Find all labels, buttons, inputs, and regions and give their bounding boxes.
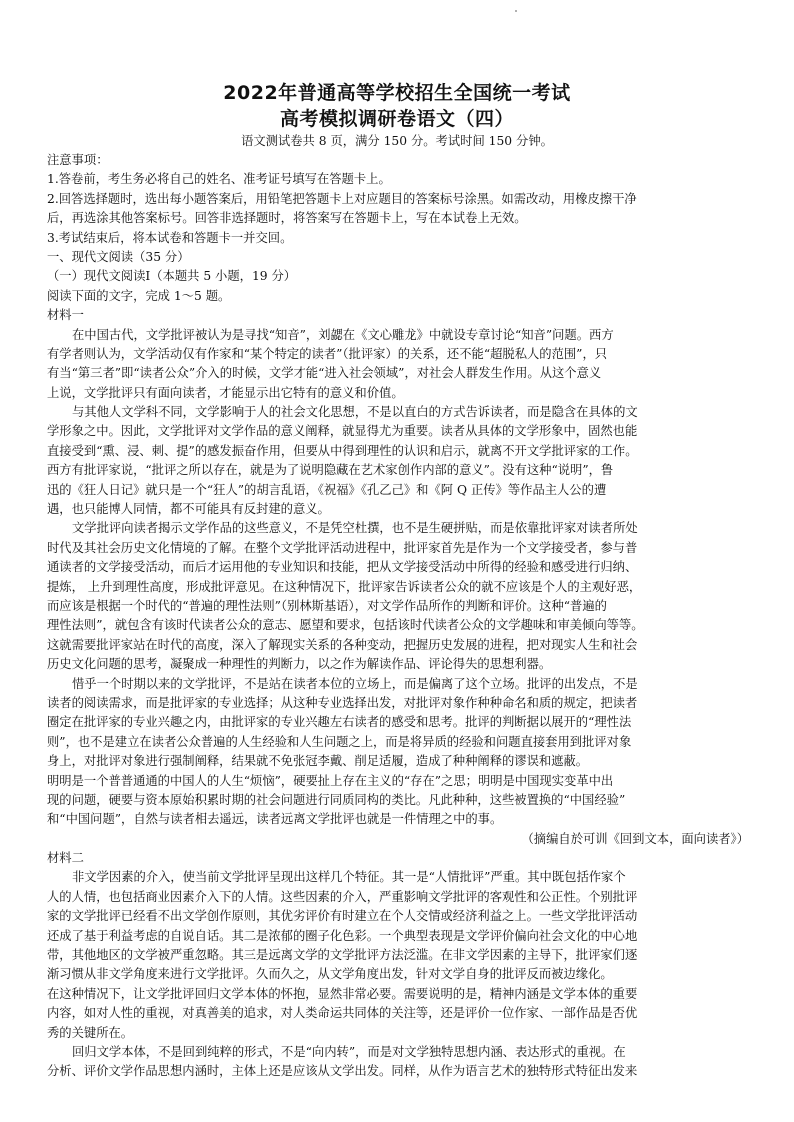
paragraph-line: 与其他人文学科不同，文学影响于人的社会文化思想，不是以直白的方式告诉读者，而是隐含在具体的文 <box>72 405 638 420</box>
paragraph-line: 理性法则”，就包含有该时代读者公众的意志、愿望和要求，包括该时代读者公众的文学趣味和审美倾向等等。 <box>47 618 644 633</box>
paragraph-line: 时代及其社会历史文化情境的了解。在整个文学批评活动进程中，批评家首先是作为一个文学接受者，参与普 <box>47 540 638 555</box>
paragraph-line: 提炼， 上升到理性高度，形成批评意见。在这种情况下，批评家告诉读者公众的就不应该是个人的主观好恶， <box>47 579 642 594</box>
exam-info: 语文测试卷共 8 页，满分 150 分。考试时间 150 分钟。 <box>241 134 553 148</box>
notice-list <box>47 170 759 248</box>
paragraph-line: 学形象之中。因此，文学批评对文学作品的意义阐释，就显得尤为重要。读者从具体的文学形象中，固然也能 <box>47 424 638 439</box>
material2-text <box>47 868 759 1081</box>
paragraph-line: 秀的关键所在。 <box>47 1025 134 1040</box>
paragraph-line: 内容，如对人性的重视，对真善美的追求，对人类命运共同体的关注等，还是评价一位作家、一部作品是否优 <box>47 1006 638 1021</box>
paragraph-line: 回归文学本体，不是回到纯粹的形式，不是“向内转”，而是对文学独特思想内涵、表达形式的重视。在 <box>72 1044 626 1059</box>
paragraph-line: 而应该是根据一个时代的“普遍的理性法则”（别林斯基语），对文学作品所作的判断和评价。这种“普遍的 <box>47 598 607 613</box>
material1-text <box>47 326 759 830</box>
paragraph-line: 惜乎一个时期以来的文学批评，不是站在读者本位的立场上，而是偏离了这个立场。批评的出发点，不是 <box>72 676 638 691</box>
paragraph-line: 渐习惯从非文学角度来进行文学批评。久而久之，从文学角度出发，针对文学自身的批评反而被边缘化。 <box>47 967 613 982</box>
paragraph-line: 在这种情况下，让文学批评回归文学本体的怀抱，显然非常必要。需要说明的是，精神内涵是文学本体的重要 <box>47 986 638 1001</box>
scan-dot <box>515 10 517 12</box>
paragraph-line: 有当“第三者”即“读者公众”介入的时候，文学才能“进入社会领域”，对社会人群发生作用。从这个意义 <box>47 366 602 381</box>
paragraph-line: 现的问题，硬要与资本原始积累时期的社会问题进行同质同构的类比。凡此种种，这些被置换的“中国经验” <box>47 792 626 807</box>
material1-label: 材料一 <box>47 308 84 323</box>
notice-item: 后，再选涂其他答案标号。回答非选择题时，将答案写在答题卡上，写在本试卷上无效。 <box>47 211 527 226</box>
section-heading: 一、现代文阅读（35 分） <box>47 249 190 264</box>
paragraph-line: 在中国古代，文学批评被认为是寻找“知音”，刘勰在《文心雕龙》中就设专章讨论“知音”问题。西方 <box>72 327 614 342</box>
exam-title: 2022年普通高等学校招生全国统一考试 <box>223 82 571 104</box>
paragraph-line: 文学批评向读者揭示文学作品的这些意义，不是凭空杜撰，也不是生硬拼贴，而是依靠批评家对读者所处 <box>72 521 638 536</box>
document-body <box>47 151 759 1082</box>
material2-label: 材料二 <box>47 851 84 866</box>
paragraph-line: 这就需要批评家站在时代的高度，深入了解现实关系的各种变动，把握历史发展的进程，把对现实人生和社会 <box>47 637 638 652</box>
paragraph-line: 身上，对批评对象进行强制阐释，结果就不免张冠李戴、削足适履，造成了种种阐释的谬误和遮蔽。 <box>47 754 589 769</box>
paragraph-line: 历史文化问题的思考，凝聚成一种理性的判断力，以之作为解读作品、评论得失的思想利器。 <box>47 657 552 672</box>
paragraph-line: 遇，也只能博人同情，都不可能具有反封建的意义。 <box>47 502 330 517</box>
paragraph-line: 读者的阅读需求，而是批评家的专业选择；从这种专业选择出发，对批评对象作种种命名和质的规定，把读者 <box>47 695 638 710</box>
reading-instruction: 阅读下面的文字，完成 1～5 题。 <box>47 288 231 303</box>
paragraph-line: 则”，也不是建立在读者公众普遍的人生经验和人生问题之上，而是将异质的经验和问题直接套用到批评对象 <box>47 734 632 749</box>
paragraph-line: 上说，文学批评只有面向读者，才能显示出它特有的意义和价值。 <box>47 385 404 400</box>
paragraph-line: 圈定在批评家的专业兴趣之内，由批评家的专业兴趣左右读者的感受和思考。批评的判断据以展开的“理性法 <box>47 715 632 730</box>
paragraph-line: 和“中国问题”，自然与读者相去遥远，读者远离文学批评也就是一件情理之中的事。 <box>47 812 503 827</box>
paragraph-line: 直接受到“熏、浸、刺、提”的感发振奋作用，但要从中得到理性的认识和启示，就离不开文学批评家的工作。 <box>47 443 638 458</box>
exam-subtitle-title: 高考模拟调研卷语文（四） <box>279 108 514 130</box>
notice-item: 2.回答选择题时，选出每小题答案后，用铅笔把答题卡上对应题目的答案标号涂黑。如需改动，用橡皮擦干净 <box>47 191 637 206</box>
paragraph-line: 还成了基于利益考虑的自说自话。其二是浓郁的圈子化色彩。一个典型表现是文学评价偏向社会文化的中心地 <box>47 928 638 943</box>
paragraph-line: 非文学因素的介入，使当前文学批评呈现出这样几个特征。其一是“人情批评”严重。其中既包括作家个 <box>72 870 626 885</box>
paragraph-line: 西方有批评家说，“批评之所以存在，就是为了说明隐藏在艺术家创作内部的意义”。没有这种“说明”，鲁 <box>47 463 614 478</box>
subsection-heading: （一）现代文阅读Ⅰ（本题共 5 小题，19 分） <box>47 269 297 284</box>
notice-heading: 注意事项： <box>47 153 109 167</box>
paragraph-line: 带，其他地区的文学被严重忽略。其三是远离文学的文学批评方法泛滥。在非文学因素的主导下，批评家们逐 <box>47 948 638 963</box>
material1-source: （摘编自於可训《回到文本，面向读者》） <box>521 831 749 846</box>
notice-item: 3.考试结束后，将本试卷和答题卡一并交回。 <box>47 230 293 245</box>
paragraph-line: 有学者则认为，文学活动仅有作家和“某个特定的读者”（批评家）的关系，还不能“超脱私人的范围”，只 <box>47 346 608 361</box>
paragraph-line: 家的文学批评已经看不出文学创作原则，其优劣评价有时建立在个人交情或经济利益之上。一些文学批评活动 <box>47 909 638 924</box>
paragraph-line: 分析、评价文学作品思想内涵时，主体上还是应该从文学出发。同样，从作为语言艺术的独特形式特征出发来 <box>47 1064 638 1079</box>
paragraph-line: 人的人情，也包括商业因素介入下的人情。这些因素的介入，严重影响文学批评的客观性和公正性。个别批评 <box>47 889 638 904</box>
paragraph-line: 迅的《狂人日记》就只是一个“狂人”的胡言乱语，《祝福》《孔乙己》和《阿 Q 正传》等作品主人公的遭 <box>47 482 607 497</box>
paragraph-line: 明明是一个普普通通的中国人的人生“烦恼”，硬要扯上存在主义的“存在”之思；明明是中国现实变革中出 <box>47 773 614 788</box>
paragraph-line: 通读者的文学接受活动，而后才运用他的专业知识和技能，把从文学接受活动中所得的经验和感受进行归纳、 <box>47 560 638 575</box>
notice-item: 1.答卷前，考生务必将自己的姓名、准考证号填写在答题卡上。 <box>47 172 391 187</box>
